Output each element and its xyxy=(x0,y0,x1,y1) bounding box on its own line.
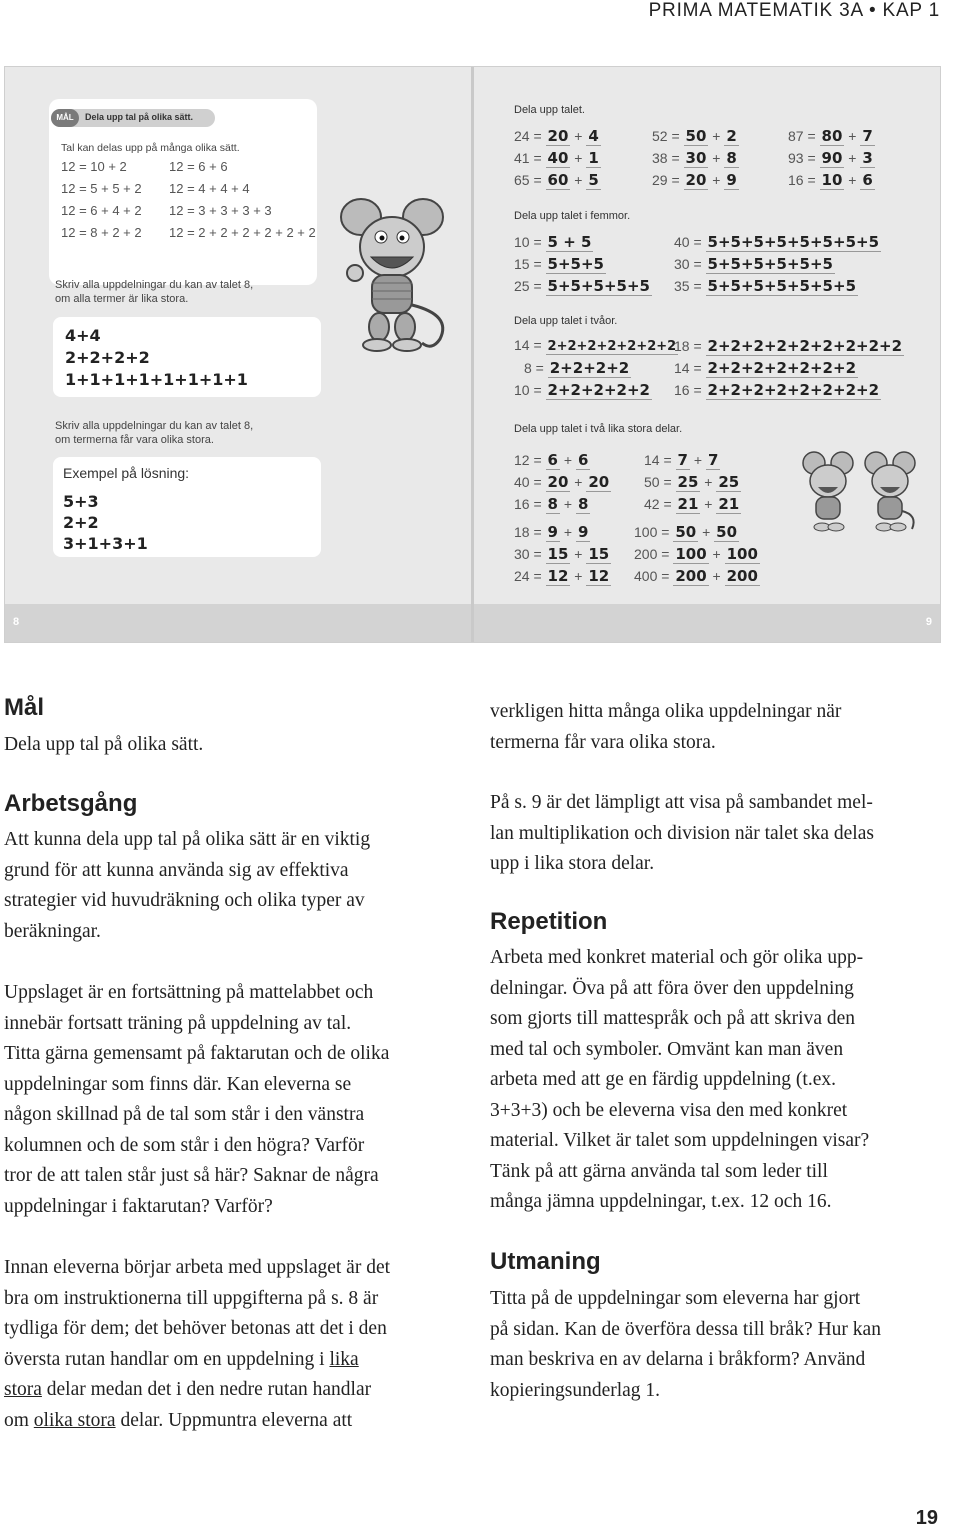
answer-box-2 xyxy=(53,457,321,557)
fact-eq: 12 = 3 + 3 + 3 + 3 xyxy=(169,203,272,218)
text-line: 3+3+3) och be eleverna visa den med konkret xyxy=(490,1099,848,1121)
text-line: arbeta med att ge en färdig uppdelning (t.ex. xyxy=(490,1069,836,1090)
s4-row: 42 = 21 + 21 xyxy=(644,495,740,513)
fact-eq: 12 = 10 + 2 xyxy=(61,159,127,174)
text-line: tror de att talen står just så här? Saknar de några xyxy=(4,1165,379,1186)
text-line: om olika stora delar. Uppmuntra eleverna att xyxy=(4,1409,353,1431)
s3-row: 10 = 2+2+2+2+2 xyxy=(514,381,650,399)
answer-line: 3+1+3+1 xyxy=(63,534,148,553)
goal-badge: MÅL xyxy=(51,109,79,127)
text-line: man beskriva en av delarna i bråkform? Använd xyxy=(490,1349,866,1370)
running-header: PRIMA MATEMATIK 3A • KAP 1 xyxy=(648,0,940,21)
answer-line: 5+3 xyxy=(63,492,99,511)
heading-arbetsgang: Arbetsgång xyxy=(4,790,138,817)
task-1 xyxy=(55,278,253,306)
s2-row: 40 = 5+5+5+5+5+5+5+5 xyxy=(674,233,880,251)
heading-utmaning: Utmaning xyxy=(490,1248,601,1275)
s1-row: 41 = 40 + 1 xyxy=(514,149,599,167)
page-number-9: 9 xyxy=(925,616,932,628)
s4-row: 12 = 6 + 6 xyxy=(514,451,589,469)
fact-eq: 12 = 5 + 5 + 2 xyxy=(61,181,142,196)
example-label: Exempel på lösning: xyxy=(63,465,190,481)
text-line: Arbeta med konkret material och gör olika upp- xyxy=(490,947,864,968)
text-line: Titta på de uppdelningar som eleverna har gjort xyxy=(490,1288,861,1309)
s3-row: 8 = 2+2+2+2 xyxy=(524,359,630,377)
s1-row: 65 = 60 + 5 xyxy=(514,171,599,189)
paragraph-1 xyxy=(4,825,464,947)
left-page xyxy=(5,67,471,642)
fact-eq: 12 = 6 + 4 + 2 xyxy=(61,203,142,218)
task-2-line: om termerna får vara olika stora. xyxy=(55,434,214,446)
text-line: strategier vid huvudräkning och olika typer av xyxy=(4,890,365,911)
right-paragraph-2 xyxy=(490,788,950,880)
mal-text: Dela upp tal på olika sätt. xyxy=(4,734,204,755)
text-line: På s. 9 är det lämpligt att visa på sambandet mel- xyxy=(490,792,873,813)
text-line: Att kunna dela upp tal på olika sätt är en viktig xyxy=(4,829,371,850)
s2-row: 15 = 5+5+5 xyxy=(514,255,604,273)
section-1-title: Dela upp talet. xyxy=(514,104,585,116)
text-line: Innan eleverna börjar arbeta med uppslaget är det xyxy=(4,1257,391,1278)
underlined-text: stora xyxy=(4,1379,42,1400)
task-1-line: om alla termer är lika stora. xyxy=(55,293,189,305)
section-2-title: Dela upp talet i femmor. xyxy=(514,210,631,222)
text-line: beräkningar. xyxy=(4,920,101,942)
section-4-title: Dela upp talet i två lika stora delar. xyxy=(514,423,683,435)
s4-row: 24 = 12 + 12 xyxy=(514,567,610,585)
fact-left-column xyxy=(61,159,142,247)
answer-line: 2+2+2+2 xyxy=(65,348,150,367)
text-line: kopieringsunderlag 1. xyxy=(490,1379,661,1401)
text-line: lan multiplikation och division när talet ska delas xyxy=(490,822,874,844)
s2-row: 30 = 5+5+5+5+5+5 xyxy=(674,255,833,273)
text-line: som gjorts till mattespråk och på att skriva den xyxy=(490,1008,856,1029)
underlined-text: lika xyxy=(329,1348,359,1370)
text-line: termerna får vara olika stora. xyxy=(490,731,716,753)
goal-tag-text: Dela upp tal på olika sätt. xyxy=(85,112,194,122)
s2-row: 10 = 5 + 5 xyxy=(514,233,592,251)
left-page-footer-bar xyxy=(5,604,471,642)
s1-row: 93 = 90 + 3 xyxy=(788,149,873,167)
text-line: bra om instruktionerna till uppgifterna på s. 8 är xyxy=(4,1287,379,1309)
fact-eq: 12 = 2 + 2 + 2 + 2 + 2 + 2 xyxy=(169,225,316,240)
text-line: översta rutan handlar om en uppdelning i lika xyxy=(4,1348,359,1370)
s3-row: 16 = 2+2+2+2+2+2+2+2 xyxy=(674,381,880,399)
task-1-line: Skriv alla uppdelningar du kan av talet 8, xyxy=(55,279,254,291)
s1-row: 16 = 10 + 6 xyxy=(788,171,873,189)
right-page xyxy=(474,67,940,642)
handwritten-answers-2 xyxy=(63,491,148,554)
mouse-illustration xyxy=(327,187,457,357)
fact-eq: 12 = 6 + 6 xyxy=(169,159,228,174)
text-line: innebär fortsatt träning på uppdelning av tal. xyxy=(4,1012,352,1034)
fact-right-column xyxy=(169,159,316,247)
right-page-footer-bar xyxy=(474,604,940,642)
text-line: på sidan. Kan de överföra dessa till bråk? Hur kan xyxy=(490,1318,881,1340)
underlined-text: olika stora xyxy=(33,1409,116,1431)
text-line: tydliga för dem; det behöver betonas att det i den xyxy=(4,1318,387,1339)
text-line: Tänk på att gärna använda tal som leder till xyxy=(490,1160,828,1182)
text-line: upp i lika stora delar. xyxy=(490,853,655,874)
textbook-spread xyxy=(4,66,941,643)
utmaning-paragraph xyxy=(490,1284,950,1406)
s4-row: 400 = 200 + 200 xyxy=(634,567,758,585)
text-line: någon skillnad på de tal som står i den vänstra xyxy=(4,1104,365,1125)
s2-row: 25 = 5+5+5+5+5 xyxy=(514,277,650,295)
heading-repetition: Repetition xyxy=(490,908,608,935)
text-line: många jämna uppdelningar, t.ex. 12 och 16. xyxy=(490,1191,832,1212)
text-line: material. Vilket är talet som uppdelningen visar? xyxy=(490,1130,870,1151)
s4-row: 200 = 100 + 100 xyxy=(634,545,758,563)
answer-line: 1+1+1+1+1+1+1+1 xyxy=(65,370,248,389)
page-number-8: 8 xyxy=(13,616,20,628)
text-line: Titta gärna gemensamt på faktarutan och de olika xyxy=(4,1043,390,1064)
handwritten-answers-1 xyxy=(65,325,248,391)
text-line: uppdelningar som finns där. Kan eleverna se xyxy=(4,1073,352,1095)
s3-row: 14 = 2+2+2+2+2+2+2 xyxy=(514,337,677,354)
heading-mal: Mål xyxy=(4,694,45,721)
page-number: 19 xyxy=(915,1507,938,1529)
s4-row: 30 = 15 + 15 xyxy=(514,545,610,563)
s4-row: 50 = 25 + 25 xyxy=(644,473,740,491)
s1-row: 29 = 20 + 9 xyxy=(652,171,737,189)
s4-row: 18 = 9 + 9 xyxy=(514,523,589,541)
text-line: kolumnen och de som står i den högra? Varför xyxy=(4,1134,365,1156)
s4-row: 100 = 50 + 50 xyxy=(634,523,738,541)
task-2-line: Skriv alla uppdelningar du kan av talet 8, xyxy=(55,420,254,432)
text-line: delningar. Öva på att föra över den uppdelning xyxy=(490,977,854,999)
fact-eq: 12 = 4 + 4 + 4 xyxy=(169,181,250,196)
text-line: grund för att kunna använda sig av effektiva xyxy=(4,859,349,881)
goal-tag xyxy=(51,109,215,127)
answer-line: 4+4 xyxy=(65,326,101,345)
answer-line: 2+2 xyxy=(63,513,99,532)
paragraph-2 xyxy=(4,978,464,1222)
s4-row: 40 = 20 + 20 xyxy=(514,473,610,491)
answer-box-1 xyxy=(53,317,321,397)
two-mice-illustration xyxy=(794,447,924,537)
text-line: stora delar medan det i den nedre rutan handlar xyxy=(4,1379,372,1400)
section-3-title: Dela upp talet i tvåor. xyxy=(514,315,618,327)
right-paragraph-1 xyxy=(490,697,950,758)
s1-row: 52 = 50 + 2 xyxy=(652,127,737,145)
text-line: Uppslaget är en fortsättning på mattelabbet och xyxy=(4,982,374,1003)
s1-row: 24 = 20 + 4 xyxy=(514,127,599,145)
text-line: uppdelningar i faktarutan? Varför? xyxy=(4,1195,273,1217)
fact-eq: 12 = 8 + 2 + 2 xyxy=(61,225,142,240)
s1-row: 38 = 30 + 8 xyxy=(652,149,737,167)
s4-row: 16 = 8 + 8 xyxy=(514,495,589,513)
s2-row: 35 = 5+5+5+5+5+5+5 xyxy=(674,277,857,295)
s3-row: 18 = 2+2+2+2+2+2+2+2+2 xyxy=(674,337,903,355)
s1-row: 87 = 80 + 7 xyxy=(788,127,873,145)
s4-row: 14 = 7 + 7 xyxy=(644,451,719,469)
repetition-paragraph xyxy=(490,943,950,1218)
paragraph-3 xyxy=(4,1253,464,1436)
task-2 xyxy=(55,419,253,447)
s3-row: 14 = 2+2+2+2+2+2+2 xyxy=(674,359,857,377)
fact-title: Tal kan delas upp på många olika sätt. xyxy=(61,142,240,154)
text-line: verkligen hitta många olika uppdelningar när xyxy=(490,701,842,722)
text-line: med tal och symboler. Omvänt kan man även xyxy=(490,1038,844,1060)
